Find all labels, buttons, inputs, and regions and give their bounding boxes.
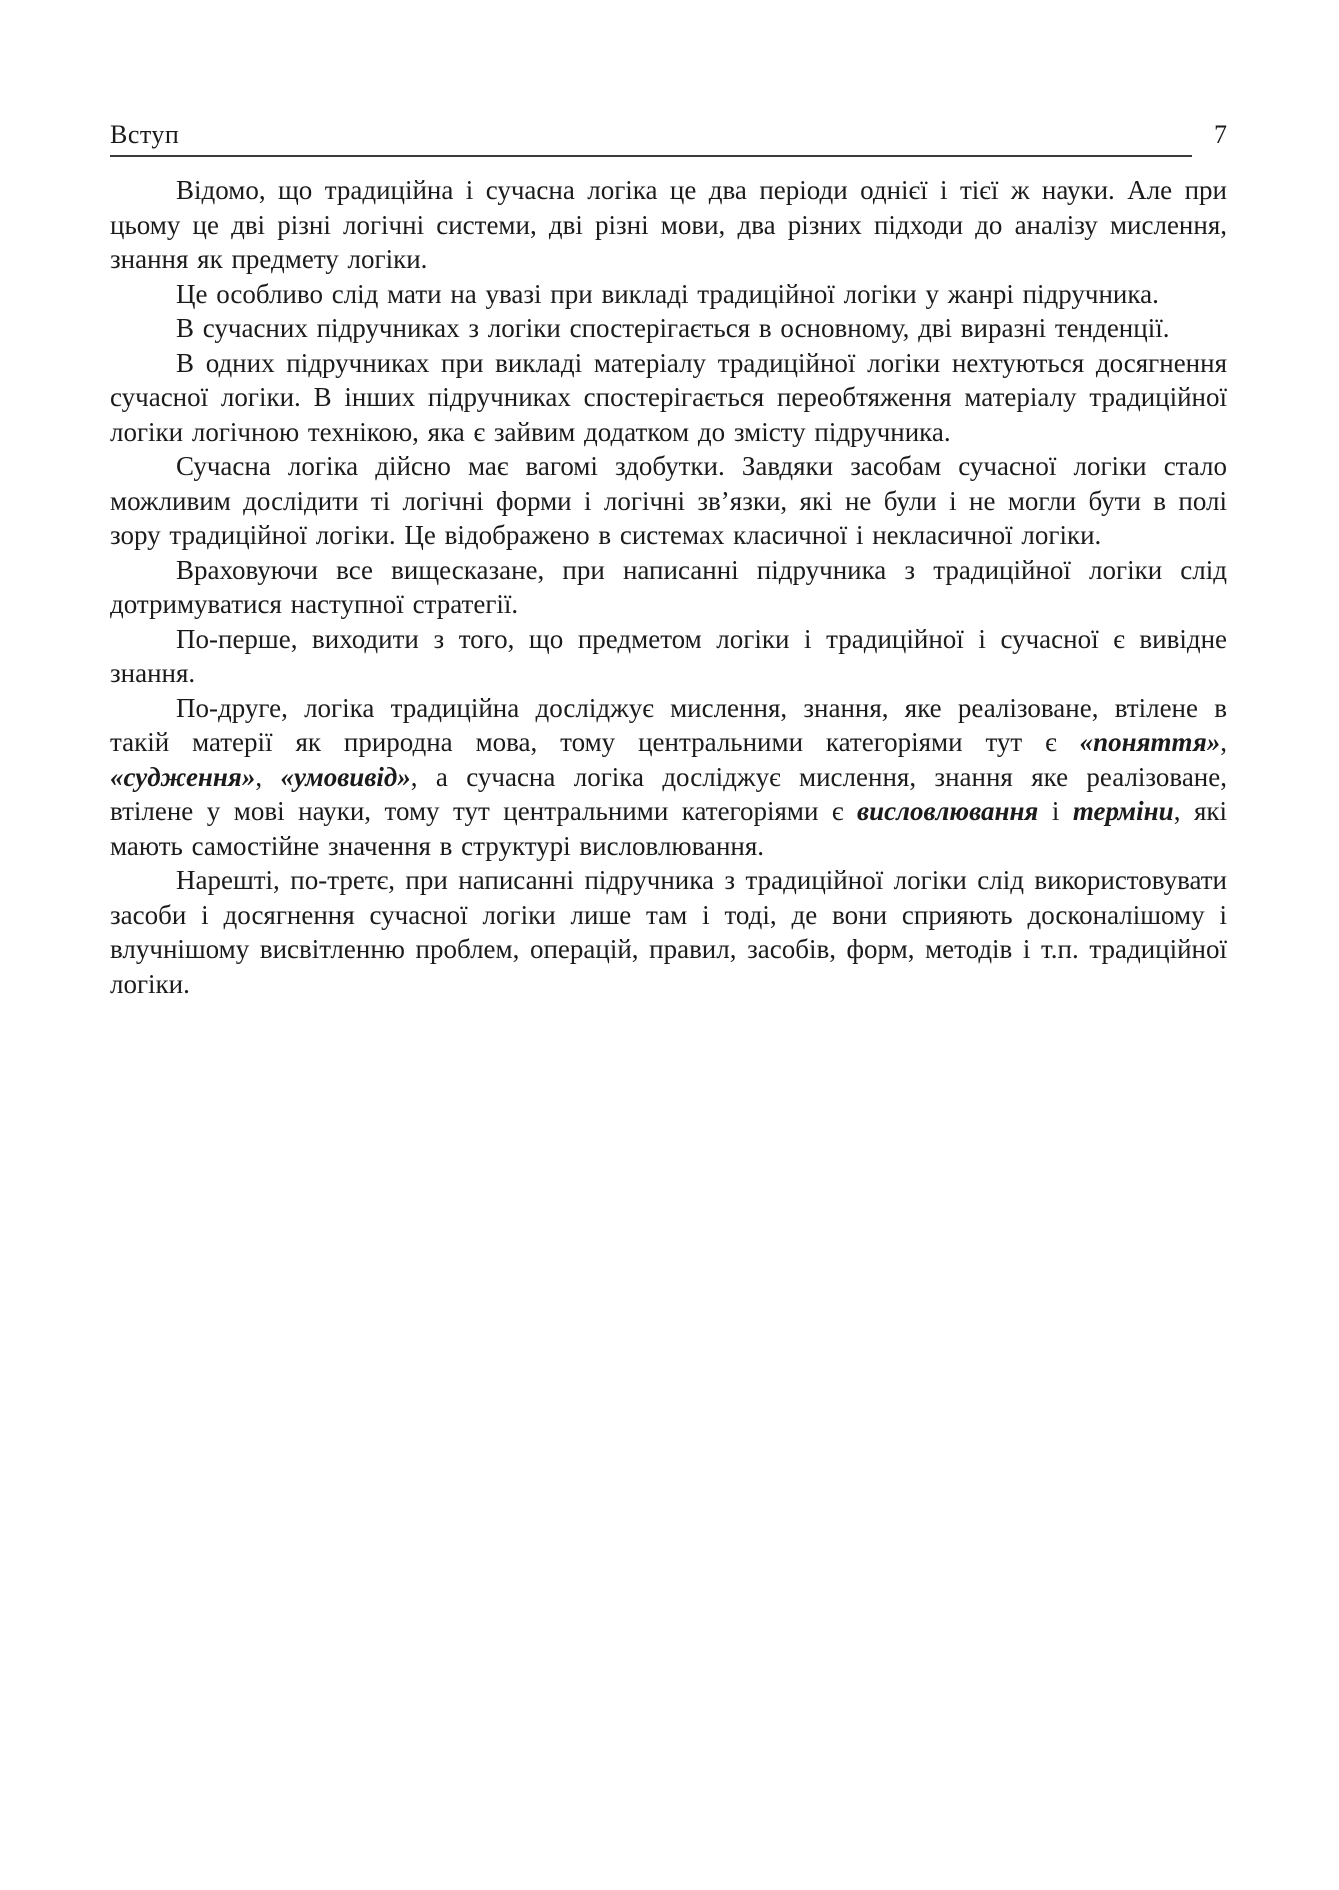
text-run: , — [255, 761, 281, 792]
paragraph — [110, 863, 1227, 1001]
text-run: , які мають самостійне значення в структурі висловлювання. — [110, 796, 1227, 861]
paragraph — [110, 449, 1227, 553]
header-rule — [110, 118, 1192, 157]
text-run: В одних підручниках при викладі матеріалу традиційної логіки нехтуються досягнення сучасної логіки. В інших підручниках спостерігається переобтяження матеріалу традиційної логіки логічною технікою, яка є зайвим додатком до змісту підручника. — [110, 347, 1227, 447]
page-number: 7 — [1214, 120, 1227, 149]
text-run: і — [1038, 796, 1073, 826]
emphasized-term: «умовивід» — [280, 761, 411, 792]
paragraph — [110, 346, 1227, 450]
paragraph — [110, 691, 1227, 864]
paragraph — [110, 553, 1227, 622]
emphasized-term: терміни — [1072, 796, 1174, 826]
page-header — [110, 118, 1227, 157]
text-run: Нарешті, по-третє, при написанні підручника з традиційної логіки слід використовувати засоби і досягнення сучасної логіки лише там і тоді, де вони сприяють досконалішому і влучнішому висвітленню проблем, операцій, правил, засобів, форм, методів і т.п. традиційної логіки. — [110, 865, 1227, 999]
section-title: Вступ — [110, 120, 180, 149]
text-run: Відомо, що традиційна і сучасна логіка це два періоди однієї і тієї ж науки. Але при цьому це дві різні логічні системи, дві різні мови, два різних підходи до аналізу мислення, знання як предмету логіки. — [110, 175, 1227, 274]
text-run: Це особливо слід мати на увазі при викладі традиційної логіки у жанрі підручника. — [176, 278, 1159, 309]
text-run: По-друге, логіка традиційна досліджує мислення, знання, яке реалізоване, втілене в такій матерії як природна мова, тому центральними категоріями тут є — [110, 692, 1227, 757]
text-run: В сучасних підручниках з логіки спостерігається в основному, дві виразні тенденції. — [176, 313, 1170, 343]
text-run: Сучасна логіка дійсно має вагомі здобутки. Завдяки засобам сучасної логіки стало можливим дослідити ті логічні форми і логічні зв’язки, які не були і не могли бути в полі зору традиційної логіки. Це відображено в системах класичної і некласичної логіки. — [110, 451, 1227, 550]
text-run: Враховуючи все вищесказане, при написанні підручника з традиційної логіки слід дотримуватися наступної стратегії. — [110, 554, 1227, 619]
emphasized-term: «поняття» — [1079, 727, 1221, 757]
page-body — [110, 173, 1227, 1001]
paragraph — [110, 173, 1227, 277]
emphasized-term: висловлювання — [857, 796, 1039, 826]
paragraph — [110, 277, 1227, 312]
paragraph — [110, 311, 1227, 346]
emphasized-term: «судження» — [110, 761, 256, 792]
text-run: По-перше, виходити з того, що предметом логіки і традиційної і сучасної є вивідне знання. — [110, 623, 1227, 688]
text-run: , а сучасна логіка досліджує мислення, знання яке реалізоване, втілене у мові науки, тому тут центральними категоріями є — [110, 761, 1227, 826]
paragraph — [110, 622, 1227, 691]
text-run: , — [1220, 727, 1227, 757]
